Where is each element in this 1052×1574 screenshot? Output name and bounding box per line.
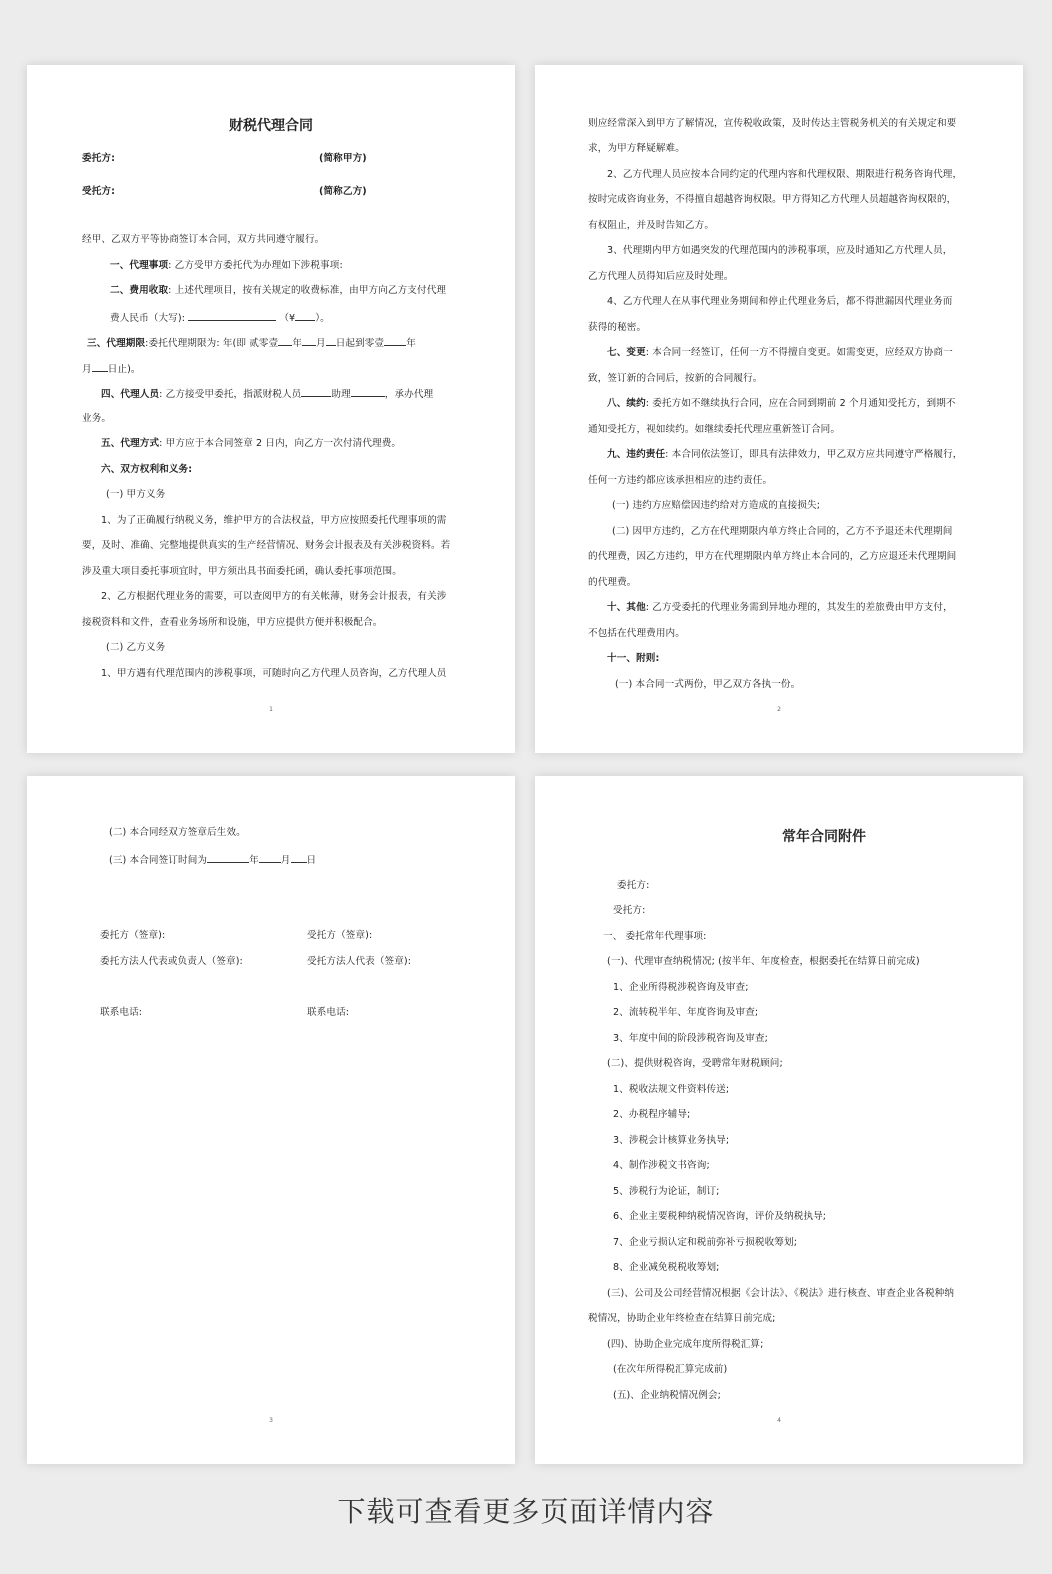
- client-signature-label: 委托方（签章):: [100, 930, 166, 941]
- document-page-2: [535, 65, 1023, 753]
- blank: [278, 335, 292, 346]
- paragraph-line: 4、乙方代理人在从事代理业务期间和停止代理业务后，都不得泄漏因代理业务而: [607, 296, 953, 307]
- paragraph-line: 2、乙方代理人员应按本合同约定的代理内容和代理权限、期限进行税务咨询代理，: [607, 169, 963, 180]
- paragraph-line: 接税资料和文件，查看业务场所和设施，甲方应提供方便并积极配合。: [82, 617, 383, 628]
- paragraph-line: 1、为了正确履行纳税义务，维护甲方的合法权益，甲方应按照委托代理事项的需: [101, 515, 447, 526]
- list-item: 3、年度中间的阶段涉税咨询及审查;: [613, 1033, 768, 1044]
- client-phone-label: 联系电话:: [100, 1007, 143, 1018]
- paragraph-line: 获得的秘密。: [588, 322, 647, 333]
- document-page-1: [27, 65, 515, 753]
- fee-close: ）。: [315, 313, 330, 324]
- paragraph-line: 3、代理期内甲方如遇突发的代理范围内的涉税事项，应及时通知乙方代理人员，: [607, 245, 953, 256]
- section-text: : 甲方应于本合同签章 2 日内，向乙方一次付清代理费。: [159, 438, 402, 449]
- page-number: 1: [269, 706, 273, 713]
- agent-legal-rep-label: 受托方法人代表（签章):: [307, 956, 412, 967]
- list-item: (五)、企业纳税情况例会;: [613, 1390, 721, 1401]
- blank: [326, 335, 336, 346]
- section-heading: 五、代理方式: [101, 438, 160, 449]
- document-page-3: [27, 776, 515, 1464]
- blank: [301, 386, 331, 397]
- year-label: 年: [249, 855, 259, 866]
- paragraph-line: (二) 因甲方违约，乙方在代理期限内单方终止合同的，乙方不予退还未代理期间: [612, 526, 953, 537]
- section-heading: 三、代理期限: [87, 338, 146, 349]
- month-label: 月: [82, 364, 92, 375]
- list-item: 8、企业减免税税收筹划;: [613, 1262, 720, 1273]
- fee-label: 费人民币（大写):: [110, 313, 186, 324]
- list-item: (三)、公司及公司经营情况根据《会计法》、《税法》进行核查、审查企业各税种纳: [607, 1288, 955, 1299]
- section-text: : 本合同一经签订，任何一方不得擅自变更。如需变更，应经双方协商一: [645, 347, 953, 358]
- section-11-heading: 十一、附则:: [607, 653, 660, 664]
- section-heading: 九、违约责任: [607, 449, 666, 460]
- blank: [351, 386, 385, 397]
- paragraph-line: 涉及重大项目委托事项宜时，甲方须出具书面委托函，确认委托事项范围。: [82, 566, 402, 577]
- year-label: 年: [292, 338, 303, 349]
- paragraph-line: 的代理费。: [588, 577, 637, 588]
- paragraph-line: (一) 违约方应赔偿因违约给对方造成的直接损失;: [612, 500, 821, 511]
- section-9: [607, 448, 962, 462]
- paragraph-line: 按时完成咨询业务，不得擅自超越咨询权限。甲方得知乙方代理人员超越咨询权限的，: [588, 194, 957, 205]
- section-heading: 十、其他: [607, 602, 646, 613]
- signing-date-line: [109, 852, 316, 868]
- section-2-line-2: [110, 310, 330, 326]
- section-heading: 一、代理事项: [110, 260, 169, 271]
- agent-signature-label: 受托方（签章):: [307, 930, 373, 941]
- appendix-title: 常年合同附件: [782, 829, 866, 845]
- client-legal-rep-label: 委托方法人代表或负责人（签章):: [100, 956, 243, 967]
- list-item: 1、税收法规文件资料传送;: [613, 1084, 730, 1095]
- paragraph-line: 1、甲方遇有代理范围内的涉税事项，可随时向乙方代理人员咨询，乙方代理人员: [101, 668, 447, 679]
- section-text: 助理: [331, 389, 351, 400]
- list-item: (二)、提供财税咨询，受聘常年财税顾问;: [607, 1058, 783, 1069]
- section-text: : 本合同依法签订，即具有法律效力，甲乙双方应共同遵守严格履行，: [665, 449, 963, 460]
- list-item: (一)、代理审查纳税情况; (按半年、年度检查，根据委托在结算日前完成): [607, 956, 920, 967]
- agent-phone-label: 联系电话:: [307, 1007, 350, 1018]
- section-text: 日起到零壹: [335, 338, 385, 349]
- page-number: 4: [777, 1417, 781, 1424]
- paragraph-line: 有权阻止，并及时告知乙方。: [588, 220, 715, 231]
- section-text: : 上述代理项目，按有关规定的收费标准，由甲方向乙方支付代理: [168, 285, 447, 296]
- list-item: 2、办税程序辅导;: [613, 1109, 691, 1120]
- blank: [92, 361, 108, 372]
- section-heading: 七、变更: [607, 347, 646, 358]
- section-text: : 乙方受委托的代理业务需到异地办理的，其发生的差旅费由甲方支付，: [645, 602, 953, 613]
- section-3-line-2: [82, 361, 141, 377]
- intro-text: 经甲、乙双方平等协商签订本合同，双方共同遵守履行。: [82, 234, 325, 245]
- paragraph-line: 乙方代理人员得知后应及时处理。: [588, 271, 734, 282]
- section-10: [607, 601, 953, 615]
- paragraph-line: 的代理费，因乙方违约，甲方在代理期限内单方终止本合同的，乙方应退还未代理期间: [588, 551, 957, 562]
- list-item: (四)、协助企业完成年度所得税汇算;: [607, 1339, 764, 1350]
- section-text: 日止)。: [107, 364, 141, 375]
- list-item: 6、企业主要税种纳税情况咨询，评价及纳税执导;: [613, 1211, 827, 1222]
- paragraph-line: 不包括在代理费用内。: [588, 628, 685, 639]
- paragraph-line: 要，及时、准确、完整地提供真实的生产经营情况、财务会计报表及有关涉税资料。若: [82, 540, 451, 551]
- list-item: (在次年所得税汇算完成前): [613, 1364, 728, 1375]
- signing-date-label: (三) 本合同签订时间为: [109, 855, 208, 866]
- section-1: [110, 259, 343, 273]
- paragraph-line: (二) 本合同经双方签章后生效。: [109, 827, 246, 838]
- section-text: :委托代理期限为: 年(即 贰零壹: [145, 338, 279, 349]
- client-label: 委托方:: [82, 153, 116, 164]
- download-more-caption: 下载可查看更多页面详情内容: [337, 1495, 715, 1528]
- day-label: 日: [306, 855, 317, 866]
- fee-blank: [188, 310, 276, 321]
- month-label: 月: [280, 855, 291, 866]
- fee-yen: （¥: [279, 313, 296, 324]
- client-alias: (简称甲方): [319, 153, 367, 164]
- month-label: 月: [316, 338, 326, 349]
- section-4: [101, 386, 433, 402]
- paragraph-line: 2、乙方根据代理业务的需要，可以查阅甲方的有关帐薄，财务会计报表，有关涉: [101, 591, 447, 602]
- blank: [384, 335, 406, 346]
- page-number: 3: [269, 1417, 273, 1424]
- section-heading: 二、费用收取: [110, 285, 169, 296]
- list-item: 2、流转税半年、年度咨询及审查;: [613, 1007, 759, 1018]
- section-text: : 乙方受甲方委托代为办理如下涉税事项:: [168, 260, 343, 271]
- section-2: [110, 284, 446, 298]
- section-heading: 八、续约: [607, 398, 646, 409]
- section-text: : 委托方如不继续执行合同，应在合同到期前 2 个月通知受托方，到期不: [645, 398, 956, 409]
- paragraph-line: 致，签订新的合同后，按新的合同履行。: [588, 373, 763, 384]
- subsection-party-a: (一) 甲方义务: [106, 489, 166, 500]
- section-7: [607, 346, 953, 360]
- list-item: 5、涉税行为论证，制订;: [613, 1186, 720, 1197]
- list-item: 4、制作涉税文书咨询;: [613, 1160, 710, 1171]
- paragraph-line: (一) 本合同一式两份，甲乙双方各执一份。: [615, 679, 801, 690]
- client-label: 委托方:: [617, 880, 650, 891]
- document-page-4: [535, 776, 1023, 1464]
- section-heading: 四、代理人员: [101, 389, 160, 400]
- year-label: 年: [406, 338, 416, 349]
- paragraph-line: 任何一方违约都应该承担相应的违约责任。: [588, 475, 773, 486]
- list-item-continued: 税情况，协助企业年终检查在结算日前完成;: [588, 1313, 776, 1324]
- blank: [291, 852, 307, 863]
- fee-yen-blank: [295, 310, 315, 321]
- subsection-party-b: (二) 乙方义务: [106, 642, 166, 653]
- blank: [207, 852, 249, 863]
- paragraph-line: 通知受托方，视如续约。如继续委托代理应重新签订合同。: [588, 424, 841, 435]
- list-item: 3、涉税会计核算业务执导;: [613, 1135, 730, 1146]
- contract-title: 财税代理合同: [229, 118, 313, 134]
- blank: [259, 852, 281, 863]
- agent-alias: (简称乙方): [319, 186, 367, 197]
- section-3: [87, 335, 416, 351]
- section-8: [607, 397, 956, 411]
- list-item: 7、企业亏损认定和税前弥补亏损税收筹划;: [613, 1237, 798, 1248]
- section-4-line-2: 业务。: [82, 413, 112, 424]
- page-number: 2: [777, 706, 781, 713]
- section-5: [101, 437, 401, 451]
- paragraph-line: 则应经常深入到甲方了解情况，宣传税收政策，及时传达主管税务机关的有关规定和要: [588, 118, 957, 129]
- section-text: : 乙方接受甲委托，指派财税人员: [159, 389, 302, 400]
- section-text: ，承办代理: [384, 389, 434, 400]
- agent-label: 受托方:: [613, 905, 646, 916]
- section-6-heading: 六、双方权利和义务:: [101, 464, 193, 475]
- paragraph-line: 求，为甲方释疑解难。: [588, 143, 685, 154]
- agent-label: 受托方:: [82, 186, 116, 197]
- list-item: 1、企业所得税涉税咨询及审查;: [613, 982, 749, 993]
- list-heading: 一、 委托常年代理事项:: [603, 931, 707, 942]
- blank: [302, 335, 316, 346]
